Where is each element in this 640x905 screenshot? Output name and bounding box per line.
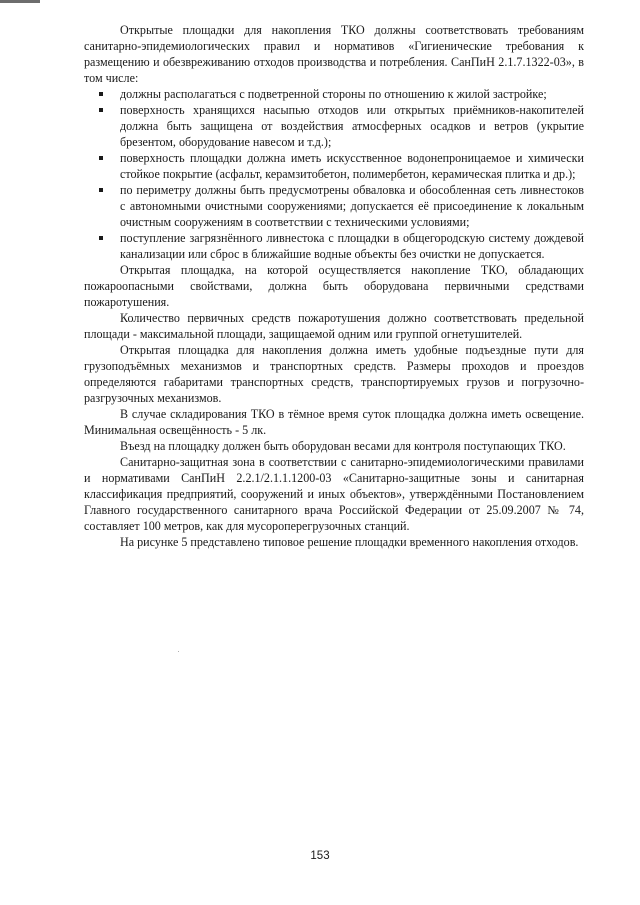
page-content (84, 22, 584, 550)
list-item: поступление загрязнённого ливнестока с площадки в общегородскую систему дождевой канализации или сброс в ближайшие водные объекты без очистки не допускается. (120, 231, 584, 261)
paragraph-extinguishers: Количество первичных средств пожаротушения должно соответствовать предельной площади - максимальной площади, защищаемой одним или группой огнетушителей. (84, 311, 584, 341)
list-item: поверхность хранящихся насыпью отходов или открытых приёмников-накопителей должна быть защищена от воздействия атмосферных осадков и ветров (укрытие брезентом, оборудование навесом и т.д.); (120, 103, 584, 149)
list-item: поверхность площадки должна иметь искусственное водонепроницаемое и химически стойкое покрытие (асфальт, керамзитобетон, полимербетон, керамическая плитка и др.); (120, 151, 584, 181)
scan-corner-mark (0, 0, 40, 3)
page-number: 153 (310, 850, 330, 862)
paragraph-lighting: В случае складирования ТКО в тёмное время суток площадка должна иметь освещение. Минимальная освещённость - 5 лк. (84, 407, 584, 437)
scan-speck (178, 651, 179, 652)
requirements-list (84, 86, 584, 262)
paragraph-access-roads: Открытая площадка для накопления должна иметь удобные подъездные пути для грузоподъёмных механизмов и транспортных средств. Размеры проходов и проездов определяются габаритами транспортных средств, транспортируемых грузов и погрузочно-разгрузочных механизмов. (84, 343, 584, 405)
list-item: должны располагаться с подветренной стороны по отношению к жилой застройке; (120, 86, 584, 102)
paragraph-figure-reference: На рисунке 5 представлено типовое решение площадки временного накопления отходов. (120, 535, 579, 549)
paragraph-fire-safety: Открытая площадка, на которой осуществляется накопление ТКО, обладающих пожароопасными свойствами, должна быть оборудована первичными средствами пожаротушения. (84, 263, 584, 309)
paragraph-scales: Въезд на площадку должен быть оборудован весами для контроля поступающих ТКО. (120, 439, 566, 453)
intro-paragraph: Открытые площадки для накопления ТКО должны соответствовать требованиям санитарно-эпидемиологических правил и нормативов «Гигиенические требования к размещению и обезвреживанию отходов производства и потребления. СанПиН 2.1.7.1322-03», в том числе: (84, 23, 584, 85)
list-item: по периметру должны быть предусмотрены обваловка и обособленная сеть ливнестоков с автономными очистными сооружениями; допускается её присоединение к локальным очистным сооружениям в соответствии с техническими условиями; (120, 183, 584, 229)
paragraph-sanitary-zone: Санитарно-защитная зона в соответствии с санитарно-эпидемиологическими правилами и нормативами СанПиН 2.2.1/2.1.1.1200-03 «Санитарно-защитные зоны и санитарная классификация предприятий, сооружений и иных объектов», утверждёнными Постановлением Главного государственного санитарного врача Российской Федерации от 25.09.2007 № 74, составляет 100 метров, как для мусороперегрузочных станций. (84, 455, 584, 533)
